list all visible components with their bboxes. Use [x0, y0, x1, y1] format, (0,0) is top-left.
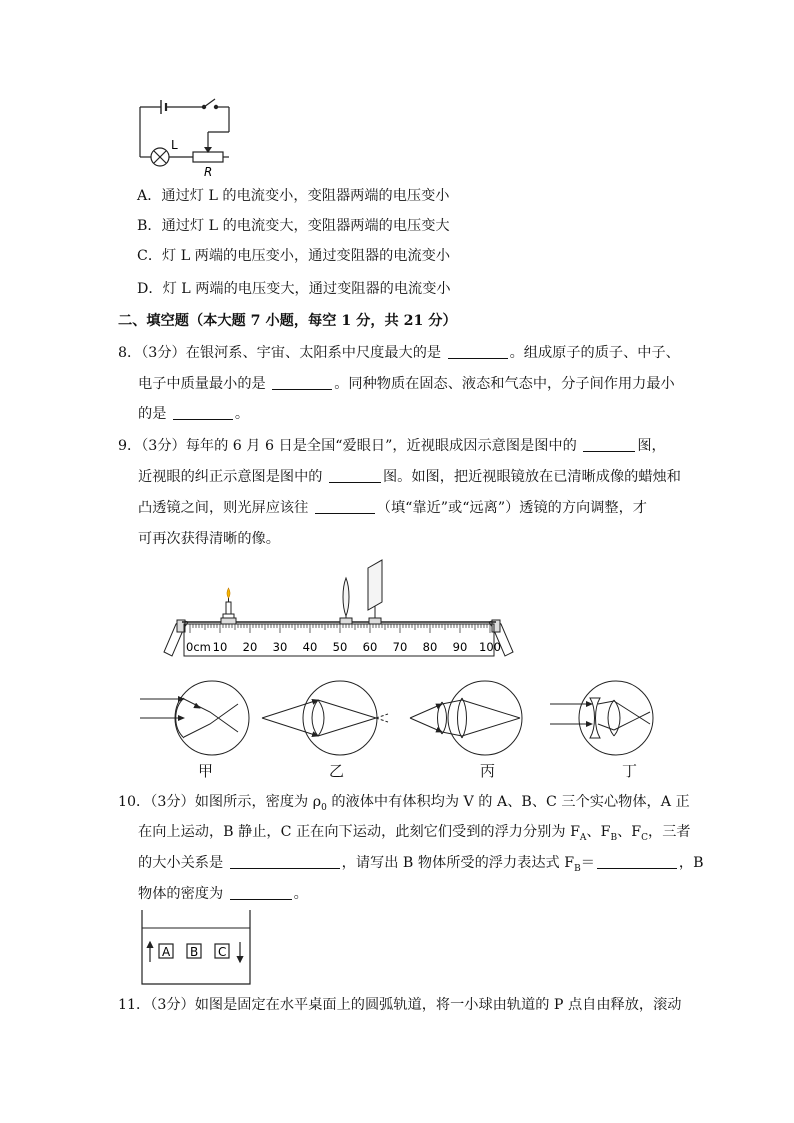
- q10-sub: B: [574, 863, 581, 874]
- q9-line-4: 可再次获得清晰的像。: [138, 531, 280, 547]
- q10-line-3: [138, 853, 704, 879]
- q9-text: 9．（3分）每年的 6 月 6 日是全国“爱眼日”，近视眼成因示意图是图中的: [118, 438, 582, 454]
- q10-text: 的液体中有体积均为 V 的 A、B、C 三个实心物体，A 正: [326, 794, 690, 810]
- q10-text: 、F: [617, 824, 642, 840]
- beaker-diagram: [138, 908, 254, 988]
- object-a-label: A: [162, 945, 171, 959]
- q10-text: 的大小关系是: [138, 855, 228, 871]
- ruler-label: 20: [242, 640, 258, 654]
- q11-line-1: 11．（3分）如图是固定在水平桌面上的圆弧轨道，将一小球由轨道的 P 点自由释放，滚动: [118, 997, 682, 1013]
- q10-sub: 0: [321, 802, 327, 813]
- eye-yi: [262, 681, 388, 755]
- q10-text: 物体的密度为: [138, 886, 228, 902]
- q9-line-1: [118, 436, 666, 456]
- eye-ding: [550, 681, 653, 755]
- q9-line-2: [138, 467, 681, 487]
- answer-blank[interactable]: [230, 854, 340, 869]
- q9-text: 近视眼的纠正示意图是图中的: [138, 469, 327, 485]
- ruler-label: 80: [422, 640, 438, 654]
- answer-blank[interactable]: [329, 468, 381, 483]
- answer-blank[interactable]: [448, 344, 508, 359]
- object-b-label: B: [190, 945, 199, 959]
- q10-text: 、F: [586, 824, 611, 840]
- q10-text: ，三者: [648, 824, 691, 840]
- answer-blank[interactable]: [597, 854, 677, 869]
- q7-option-b: B．通过灯 L 的电流变大，变阻器两端的电压变大: [137, 218, 450, 234]
- q8-line-2: [138, 374, 675, 394]
- q10-sub: A: [579, 832, 587, 843]
- q8-text: 。同种物质在固态、液态和气态中，分子间作用力最小: [334, 376, 675, 392]
- q10-text: 。: [293, 886, 308, 902]
- ruler-label: 50: [332, 640, 348, 654]
- q8-line-3: [138, 404, 249, 424]
- q9-text: 图。如图，把近视眼镜放在已清晰成像的蜡烛和: [382, 469, 681, 485]
- q10-text: ，B: [678, 855, 704, 871]
- q7-option-a: A．通过灯 L 的电流变小，变阻器两端的电压变小: [137, 188, 450, 204]
- answer-blank[interactable]: [230, 885, 292, 900]
- eye-label-bing: 丙: [480, 762, 496, 780]
- resistor-label: R: [204, 165, 213, 179]
- q10-text: 10．（3分）如图所示，密度为 ρ: [118, 794, 322, 810]
- lamp-label: L: [171, 138, 178, 152]
- q10-line-2: [138, 822, 691, 848]
- eye-bing: [410, 681, 522, 755]
- q8-line-1: [118, 343, 680, 363]
- q8-text: 8．（3分）在银河系、宇宙、太阳系中尺度最大的是: [118, 345, 446, 361]
- optical-bench: [160, 558, 520, 663]
- ruler-label: 60: [362, 640, 378, 654]
- q10-line-4: [138, 884, 308, 904]
- q7-option-c: C．灯 L 两端的电压变小，通过变阻器的电流变小: [137, 248, 451, 264]
- eye-label-jia: 甲: [198, 762, 214, 780]
- ruler-label: 10: [212, 640, 228, 654]
- ruler-label: 40: [302, 640, 318, 654]
- ruler-label: 30: [272, 640, 288, 654]
- q8-text: 。组成原子的质子、中子、: [509, 345, 680, 361]
- q9-text: （填“靠近”或“远离”）透镜的方向调整，才: [376, 500, 647, 516]
- answer-blank[interactable]: [315, 499, 375, 514]
- answer-blank[interactable]: [272, 375, 332, 390]
- q10-sub: C: [641, 832, 649, 843]
- circuit-diagram: [135, 95, 245, 180]
- answer-blank[interactable]: [583, 437, 635, 452]
- eye-label-yi: 乙: [329, 762, 345, 780]
- q10-text: ＝: [580, 855, 595, 871]
- q8-text: 电子中质量最小的是: [138, 376, 271, 392]
- ruler-label: 90: [452, 640, 468, 654]
- q10-text: ，请写出 B 物体所受的浮力表达式 F: [341, 855, 575, 871]
- q9-text: 凸透镜之间，则光屏应该往: [138, 500, 313, 516]
- eye-diagrams: [140, 668, 680, 768]
- eye-label-ding: 丁: [622, 762, 638, 780]
- q9-text: 图，: [637, 438, 666, 454]
- q10-line-1: [118, 792, 690, 818]
- eye-jia: [140, 681, 249, 755]
- section-title: 二、填空题（本大题 7 小题，每空 1 分，共 21 分）: [118, 313, 457, 329]
- q8-text: 。: [234, 406, 250, 422]
- ruler-label: 0cm: [186, 640, 211, 654]
- ruler-label: 70: [392, 640, 408, 654]
- object-c-label: C: [218, 945, 227, 959]
- ruler-label: 100: [479, 640, 501, 654]
- q8-text: 的是: [138, 406, 171, 422]
- q10-sub: B: [610, 832, 618, 843]
- answer-blank[interactable]: [173, 405, 233, 420]
- q10-text: 在向上运动，B 静止，C 正在向下运动，此刻它们受到的浮力分别为 F: [138, 824, 580, 840]
- q9-line-3: [138, 498, 647, 518]
- q7-option-d: D．灯 L 两端的电压变大，通过变阻器的电流变小: [137, 281, 451, 297]
